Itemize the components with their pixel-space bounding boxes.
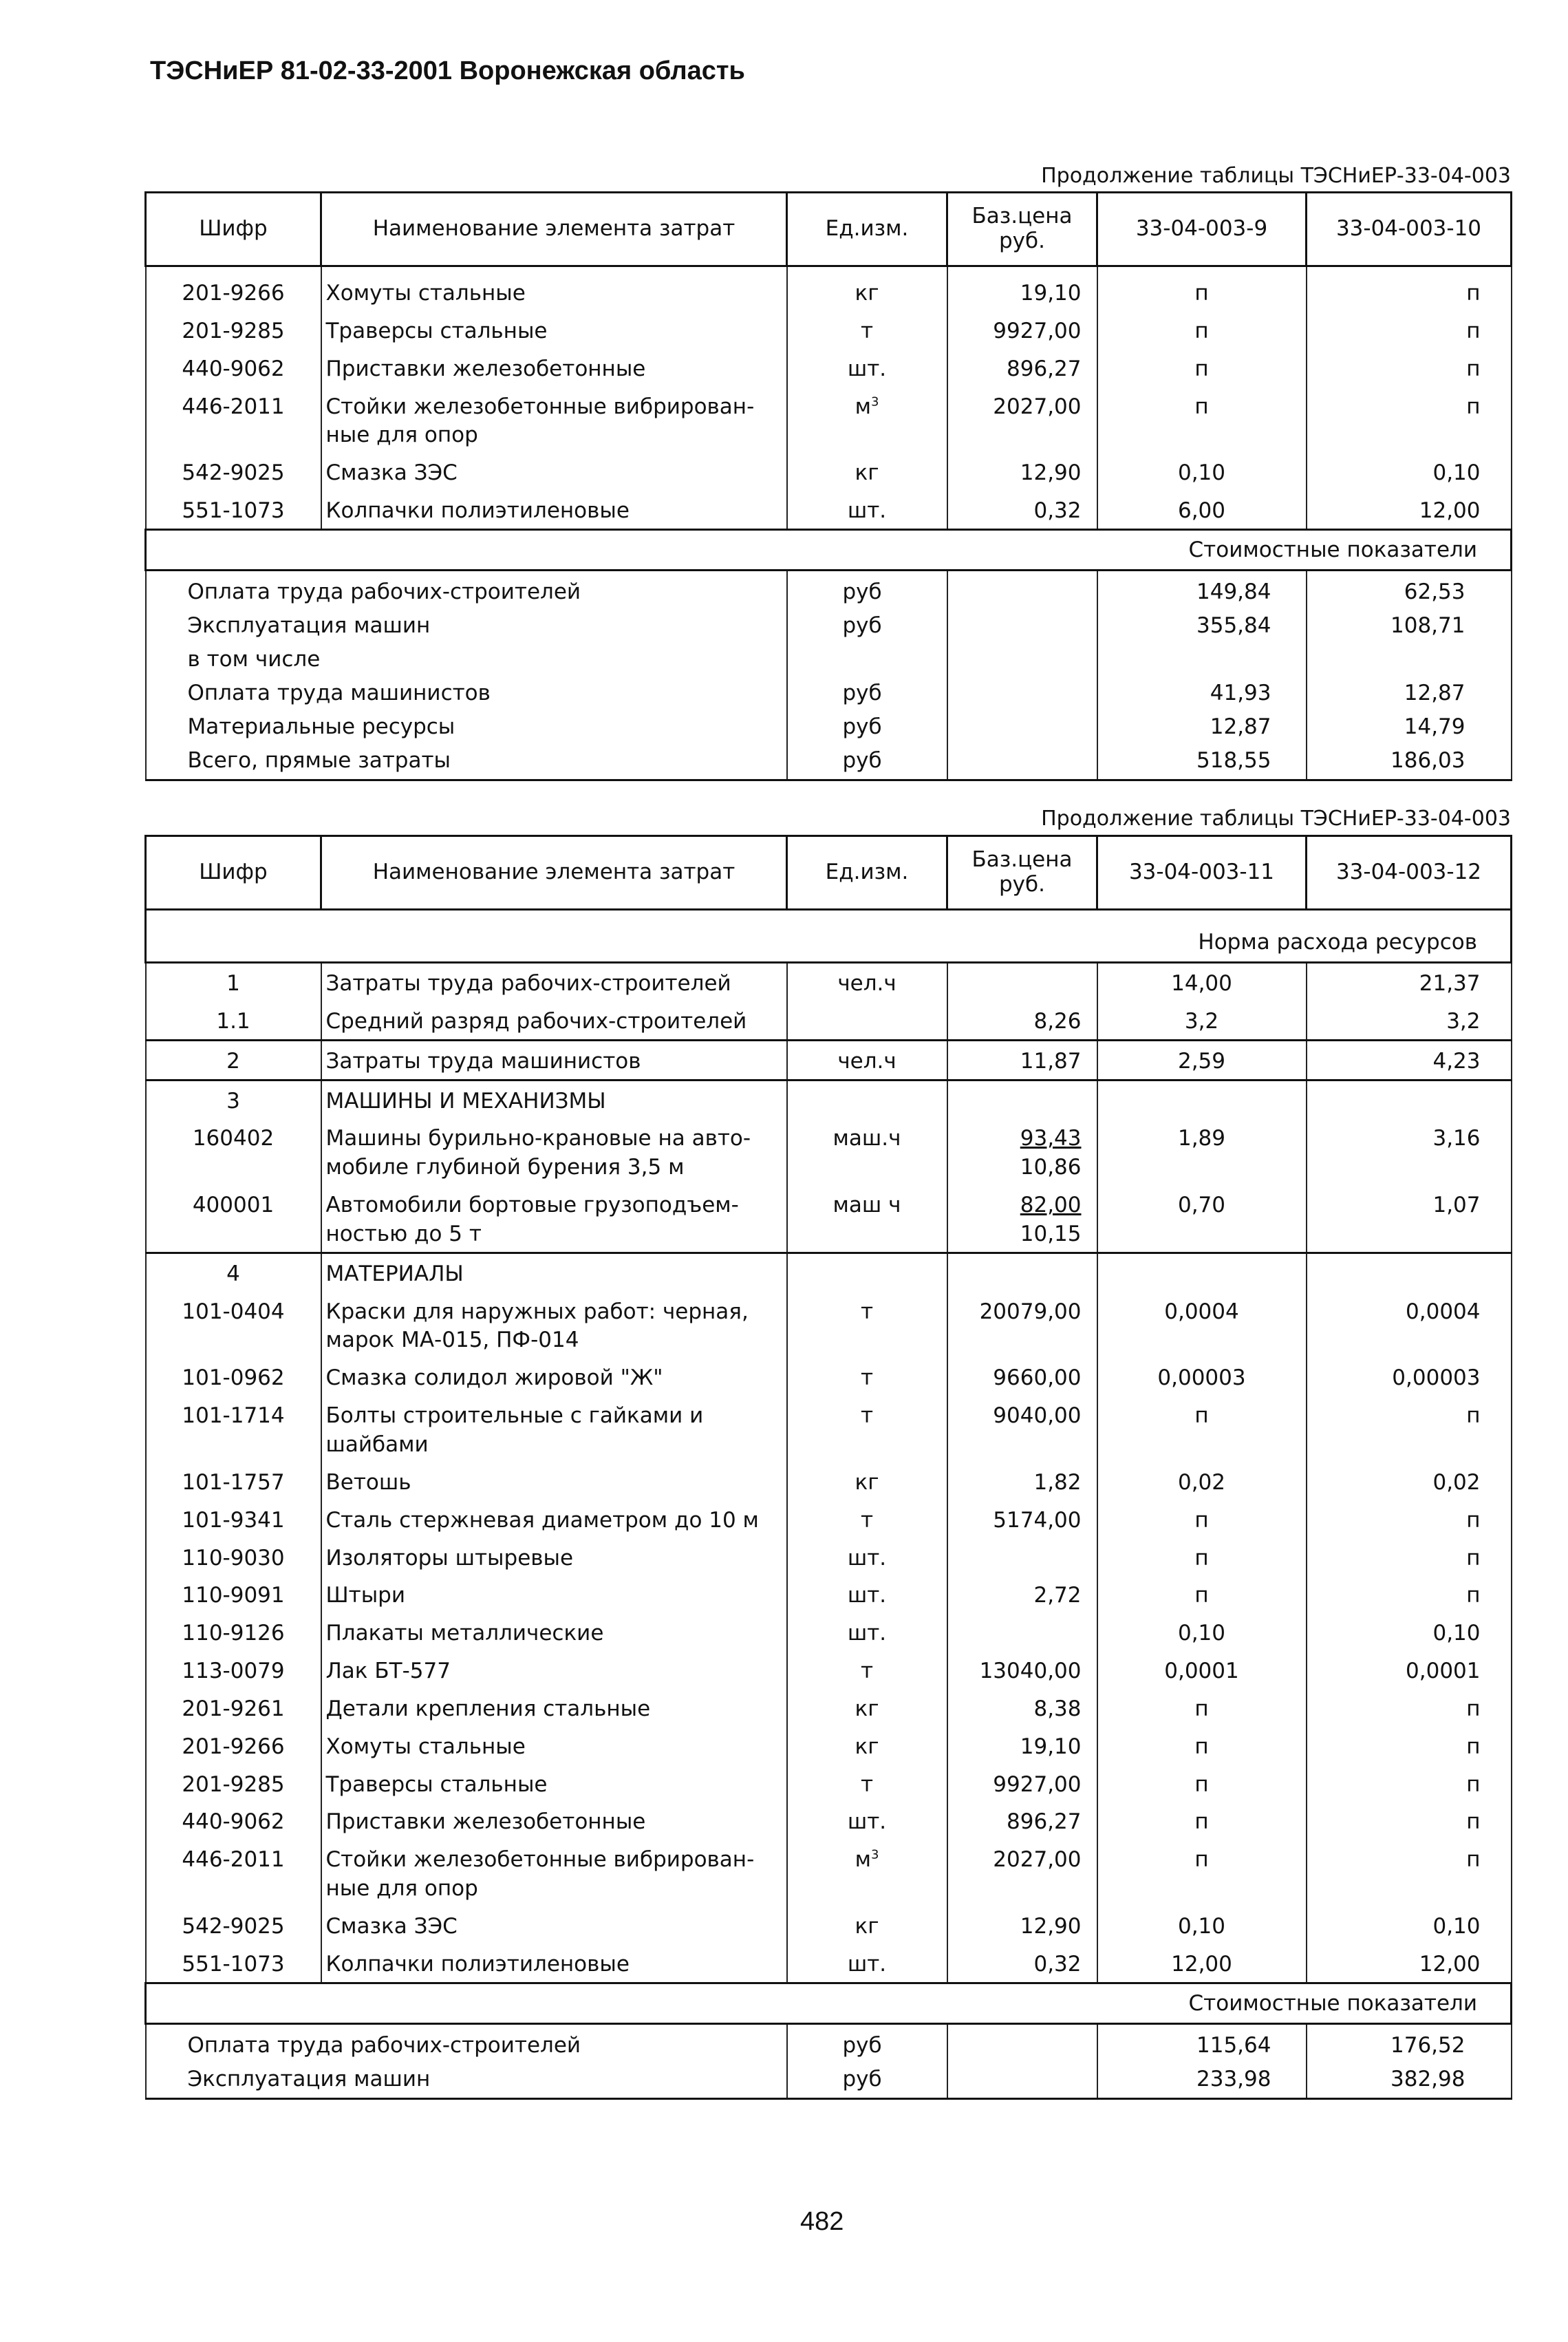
cell-name: Затраты труда рабочих-строителей: [321, 963, 787, 1001]
cell-code: 201-9285: [146, 311, 321, 349]
cell-rate-a: п: [1097, 1689, 1307, 1727]
cell-rate-b: 21,37: [1307, 963, 1512, 1001]
cell-rate-b: п: [1307, 1396, 1512, 1462]
cell-code: 1.1: [146, 1001, 321, 1040]
cell-name: Плакаты металлические: [321, 1613, 787, 1651]
cell-code: 551-1073: [146, 1944, 321, 1983]
cell-rate-b: п: [1307, 349, 1512, 387]
cell-unit: т: [787, 1500, 947, 1538]
cell-name: Сталь стержневая диаметром до 10 м: [321, 1500, 787, 1538]
cell-name: Приставки железобетонные: [321, 349, 787, 387]
cell-unit: $м^3$: [787, 1840, 947, 1906]
table-row: [146, 1358, 1512, 1396]
cell-rate-a: 12,00: [1097, 1944, 1307, 1983]
cell-price: 19,10: [947, 1727, 1097, 1765]
cell-rate-b: 12,00: [1307, 491, 1512, 529]
cell-price: 0,32: [947, 491, 1097, 529]
cell-name: Ветошь: [321, 1462, 787, 1500]
cell-rate-b: 12,00: [1307, 1944, 1512, 1983]
cell-unit: [787, 1080, 947, 1118]
cell-rate-a: 2,59: [1097, 1040, 1307, 1080]
cost-unit: руб: [787, 609, 947, 643]
cell-name: Болты строительные с гайками и шайбами: [321, 1396, 787, 1462]
cell-rate-b: 4,23: [1307, 1040, 1512, 1080]
cell-unit: т: [787, 1651, 947, 1689]
cell-unit: шт.: [787, 1575, 947, 1613]
norm-band: [146, 910, 1512, 963]
cell-unit: кг: [787, 1689, 947, 1727]
cell-name: Смазка ЗЭС: [321, 1906, 787, 1944]
cell-name: Средний разряд рабочих-строителей: [321, 1001, 787, 1040]
cell-price: 1,82: [947, 1462, 1097, 1500]
table-row: [146, 1765, 1512, 1802]
cost-name: Эксплуатация машин: [146, 609, 787, 643]
cell-name: Смазка солидол жировой "Ж": [321, 1358, 787, 1396]
cell-price: [947, 1080, 1097, 1118]
cell-code: 440-9062: [146, 349, 321, 387]
header-rate-b: 33-04-003-12: [1307, 836, 1512, 910]
cell-name: Автомобили бортовые грузоподъем- ностью до 5 т: [321, 1185, 787, 1253]
cell-unit: [787, 1001, 947, 1040]
header-rate-a: 33-04-003-9: [1097, 193, 1307, 266]
table-row: [146, 1840, 1512, 1906]
cell-rate-a: 0,10: [1097, 453, 1307, 491]
header-code: Шифр: [146, 836, 321, 910]
cell-rate-b: п: [1307, 1840, 1512, 1906]
cost-indicators-label: Стоимостные показатели: [146, 529, 1512, 570]
cell-rate-a: п: [1097, 266, 1307, 311]
cell-unit: маш ч: [787, 1185, 947, 1253]
table-row: [146, 1396, 1512, 1462]
table-header-row: [146, 193, 1512, 266]
cost-value-b: 382,98: [1307, 2063, 1512, 2098]
cost-unit: [787, 643, 947, 677]
cost-name: Всего, прямые затраты: [146, 744, 787, 780]
cell-rate-b: 0,0004: [1307, 1292, 1512, 1359]
cell-code: 542-9025: [146, 1906, 321, 1944]
cell-code: 101-0962: [146, 1358, 321, 1396]
cell-rate-a: 6,00: [1097, 491, 1307, 529]
cell-code: 110-9091: [146, 1575, 321, 1613]
cell-name: Траверсы стальные: [321, 311, 787, 349]
cell-rate-a: 0,0004: [1097, 1292, 1307, 1359]
table-continuation-caption: Продолжение таблицы ТЭСНиЕР-33-04-003: [1041, 164, 1511, 188]
cost-value-b: 186,03: [1307, 744, 1512, 780]
cell-rate-b: п: [1307, 1727, 1512, 1765]
cost-unit: руб: [787, 677, 947, 710]
section-heading-row: [146, 1253, 1512, 1291]
header-rate-a: 33-04-003-11: [1097, 836, 1307, 910]
cost-value-a: 355,84: [1097, 609, 1307, 643]
cell-price: 2027,00: [947, 387, 1097, 454]
cell-price: [947, 1253, 1097, 1291]
cell-rate-b: 0,10: [1307, 1906, 1512, 1944]
cost-name: Оплата труда машинистов: [146, 677, 787, 710]
cell-code: 446-2011: [146, 387, 321, 454]
cell-rate-b: 0,02: [1307, 1462, 1512, 1500]
cell-code: 113-0079: [146, 1651, 321, 1689]
cell-rate-a: п: [1097, 1538, 1307, 1576]
cell-rate-a: п: [1097, 1727, 1307, 1765]
cell-price: 20079,00: [947, 1292, 1097, 1359]
cell-code: 542-9025: [146, 453, 321, 491]
cell-unit: т: [787, 1765, 947, 1802]
cell-price: 8,26: [947, 1001, 1097, 1040]
cell-rate-a: 0,10: [1097, 1613, 1307, 1651]
cell-price: 2027,00: [947, 1840, 1097, 1906]
cost-value-a: 149,84: [1097, 570, 1307, 608]
header-unit: Ед.изм.: [787, 836, 947, 910]
cost-price: [947, 744, 1097, 780]
cell-code: 101-9341: [146, 1500, 321, 1538]
cell-price: 9927,00: [947, 1765, 1097, 1802]
cell-unit: шт.: [787, 1538, 947, 1576]
cell-code: 446-2011: [146, 1840, 321, 1906]
cell-rate-b: 3,2: [1307, 1001, 1512, 1040]
cell-code: 101-1714: [146, 1396, 321, 1462]
table-row: [146, 1462, 1512, 1500]
header-unit: Ед.изм.: [787, 193, 947, 266]
cell-rate-a: п: [1097, 1575, 1307, 1613]
table-row: [146, 1538, 1512, 1576]
cell-rate-a: [1097, 1253, 1307, 1291]
cost-value-a: 41,93: [1097, 677, 1307, 710]
cell-rate-a: п: [1097, 1500, 1307, 1538]
cost-price: [947, 2023, 1097, 2062]
cost-value-a: 233,98: [1097, 2063, 1307, 2098]
table-row: [146, 1802, 1512, 1840]
cell-rate-a: п: [1097, 387, 1307, 454]
cost-indicators-label: Стоимостные показатели: [146, 1983, 1512, 2023]
resource-table-1: [144, 191, 1512, 781]
cell-name: Колпачки полиэтиленовые: [321, 1944, 787, 1983]
cost-value-a: 12,87: [1097, 710, 1307, 744]
page-header: ТЭСНиЕР 81-02-33-2001 Воронежская область: [150, 56, 745, 85]
table-row: [146, 453, 1512, 491]
cell-code: 400001: [146, 1185, 321, 1253]
cell-unit: кг: [787, 453, 947, 491]
cell-code: 160402: [146, 1118, 321, 1185]
cell-code: 201-9285: [146, 1765, 321, 1802]
table-row: [146, 491, 1512, 529]
cell-price: 896,27: [947, 1802, 1097, 1840]
cell-unit: шт.: [787, 1802, 947, 1840]
table-row: [146, 1118, 1512, 1185]
cell-rate-b: [1307, 1253, 1512, 1291]
cell-unit: шт.: [787, 1944, 947, 1983]
cost-unit: руб: [787, 2023, 947, 2062]
cell-unit: т: [787, 311, 947, 349]
cost-indicators-band: [146, 1983, 1512, 2023]
table-row: [146, 963, 1512, 1001]
cost-price: [947, 710, 1097, 744]
cell-rate-a: 0,10: [1097, 1906, 1307, 1944]
cell-name: Штыри: [321, 1575, 787, 1613]
cell-rate-a: п: [1097, 1765, 1307, 1802]
cost-row: [146, 570, 1512, 608]
page-number: 482: [800, 2207, 844, 2236]
cost-row: [146, 2063, 1512, 2098]
cell-unit: маш.ч: [787, 1118, 947, 1185]
header-rate-b: 33-04-003-10: [1307, 193, 1512, 266]
table-row: [146, 1651, 1512, 1689]
table-row: [146, 387, 1512, 454]
cost-price: [947, 643, 1097, 677]
cost-row: [146, 744, 1512, 780]
cell-name: Детали крепления стальные: [321, 1689, 787, 1727]
cell-code: 201-9266: [146, 1727, 321, 1765]
header-code: Шифр: [146, 193, 321, 266]
cell-unit: $м^3$: [787, 387, 947, 454]
cell-unit: кг: [787, 266, 947, 311]
cell-name: Стойки железобетонные вибрирован- ные для опор: [321, 1840, 787, 1906]
cell-name: Затраты труда машинистов: [321, 1040, 787, 1080]
cost-row: [146, 710, 1512, 744]
cell-unit: [787, 1253, 947, 1291]
cost-name: в том числе: [146, 643, 787, 677]
cell-rate-a: 0,02: [1097, 1462, 1307, 1500]
cell-rate-a: п: [1097, 1396, 1307, 1462]
cell-code: 201-9266: [146, 266, 321, 311]
cell-price: 9660,00: [947, 1358, 1097, 1396]
cell-price: 12,90: [947, 1906, 1097, 1944]
cell-price: 8,38: [947, 1689, 1097, 1727]
cell-unit: шт.: [787, 349, 947, 387]
cell-price: 0,32: [947, 1944, 1097, 1983]
table-row: [146, 1500, 1512, 1538]
header-price: Баз.цена руб.: [947, 193, 1097, 266]
cost-row: [146, 643, 1512, 677]
section-number: 3: [146, 1080, 321, 1118]
cell-unit: т: [787, 1396, 947, 1462]
cost-price: [947, 570, 1097, 608]
cell-rate-a: 3,2: [1097, 1001, 1307, 1040]
cell-rate-b: 1,07: [1307, 1185, 1512, 1253]
cell-name: Колпачки полиэтиленовые: [321, 491, 787, 529]
cell-name: Краски для наружных работ: черная, марок МА-015, ПФ-014: [321, 1292, 787, 1359]
cell-name: Стойки железобетонные вибрирован- ные для опор: [321, 387, 787, 454]
cell-code: 110-9030: [146, 1538, 321, 1576]
table-row: [146, 1944, 1512, 1983]
cell-price: 12,90: [947, 453, 1097, 491]
cell-price: 9040,00: [947, 1396, 1097, 1462]
cell-code: 551-1073: [146, 491, 321, 529]
section-title: МАТЕРИАЛЫ: [321, 1253, 787, 1291]
cell-price: 11,87: [947, 1040, 1097, 1080]
cell-rate-a: п: [1097, 349, 1307, 387]
cost-unit: руб: [787, 570, 947, 608]
cell-rate-b: п: [1307, 1500, 1512, 1538]
header-price: Баз.цена руб.: [947, 836, 1097, 910]
cost-indicators-band: [146, 529, 1512, 570]
cell-price: 19,10: [947, 266, 1097, 311]
cost-value-a: [1097, 643, 1307, 677]
cell-price: 9927,00: [947, 311, 1097, 349]
cell-rate-b: 0,10: [1307, 453, 1512, 491]
cost-price: [947, 677, 1097, 710]
table-row: [146, 311, 1512, 349]
cell-unit: шт.: [787, 491, 947, 529]
cell-rate-a: п: [1097, 1802, 1307, 1840]
cell-rate-a: [1097, 1080, 1307, 1118]
header-name: Наименование элемента затрат: [321, 836, 787, 910]
table-row: [146, 1185, 1512, 1253]
cost-unit: руб: [787, 2063, 947, 2098]
cell-unit: чел.ч: [787, 1040, 947, 1080]
cell-rate-a: 1,89: [1097, 1118, 1307, 1185]
cell-name: Хомуты стальные: [321, 266, 787, 311]
cell-code: 1: [146, 963, 321, 1001]
cell-rate-b: п: [1307, 1538, 1512, 1576]
cell-rate-b: 0,0001: [1307, 1651, 1512, 1689]
section-title: МАШИНЫ И МЕХАНИЗМЫ: [321, 1080, 787, 1118]
cost-row: [146, 609, 1512, 643]
cost-name: Эксплуатация машин: [146, 2063, 787, 2098]
cell-rate-a: п: [1097, 311, 1307, 349]
table-continuation-caption: Продолжение таблицы ТЭСНиЕР-33-04-003: [1041, 807, 1511, 831]
resource-table-2: [144, 835, 1512, 2100]
cell-rate-a: 0,70: [1097, 1185, 1307, 1253]
cell-unit: чел.ч: [787, 963, 947, 1001]
cost-value-a: 115,64: [1097, 2023, 1307, 2062]
cell-price: 13040,00: [947, 1651, 1097, 1689]
cost-price: [947, 609, 1097, 643]
cell-rate-b: [1307, 1080, 1512, 1118]
cell-unit: т: [787, 1358, 947, 1396]
cell-rate-b: п: [1307, 1765, 1512, 1802]
cell-code: 2: [146, 1040, 321, 1080]
cost-value-b: [1307, 643, 1512, 677]
header-name: Наименование элемента затрат: [321, 193, 787, 266]
cell-code: 101-0404: [146, 1292, 321, 1359]
cell-rate-b: 3,16: [1307, 1118, 1512, 1185]
cell-name: Траверсы стальные: [321, 1765, 787, 1802]
cell-rate-a: 14,00: [1097, 963, 1307, 1001]
cost-name: Оплата труда рабочих-строителей: [146, 570, 787, 608]
table-row: [146, 1727, 1512, 1765]
table-row: [146, 1613, 1512, 1651]
cell-price: 2,72: [947, 1575, 1097, 1613]
cell-unit: кг: [787, 1462, 947, 1500]
cell-name: Приставки железобетонные: [321, 1802, 787, 1840]
cell-rate-a: 0,0001: [1097, 1651, 1307, 1689]
cell-name: Изоляторы штыревые: [321, 1538, 787, 1576]
cost-value-b: 176,52: [1307, 2023, 1512, 2062]
cell-price: [947, 1538, 1097, 1576]
cost-name: Материальные ресурсы: [146, 710, 787, 744]
cell-unit: т: [787, 1292, 947, 1359]
cell-rate-b: 0,00003: [1307, 1358, 1512, 1396]
cell-price: [947, 963, 1097, 1001]
cell-unit: кг: [787, 1727, 947, 1765]
cell-rate-b: п: [1307, 1689, 1512, 1727]
cell-price: 896,27: [947, 349, 1097, 387]
cell-code: 110-9126: [146, 1613, 321, 1651]
table-row: [146, 1689, 1512, 1727]
cell-name: Смазка ЗЭС: [321, 453, 787, 491]
cell-unit: кг: [787, 1906, 947, 1944]
table-row: [146, 1292, 1512, 1359]
cell-price: [947, 1613, 1097, 1651]
cost-price: [947, 2063, 1097, 2098]
cell-rate-b: п: [1307, 266, 1512, 311]
cost-value-b: 62,53: [1307, 570, 1512, 608]
cost-value-b: 12,87: [1307, 677, 1512, 710]
norm-label: Норма расхода ресурсов: [146, 910, 1512, 963]
cell-rate-b: п: [1307, 1802, 1512, 1840]
cell-code: 440-9062: [146, 1802, 321, 1840]
cost-value-b: 14,79: [1307, 710, 1512, 744]
table-row: [146, 266, 1512, 311]
cell-price: 5174,00: [947, 1500, 1097, 1538]
cost-unit: руб: [787, 710, 947, 744]
cell-rate-b: п: [1307, 311, 1512, 349]
table-row: [146, 1040, 1512, 1080]
cell-name: Хомуты стальные: [321, 1727, 787, 1765]
table-row: [146, 1001, 1512, 1040]
cell-price: 82,00 10,15: [947, 1185, 1097, 1253]
cell-rate-b: 0,10: [1307, 1613, 1512, 1651]
table-row: [146, 1575, 1512, 1613]
table-row: [146, 349, 1512, 387]
cell-rate-a: п: [1097, 1840, 1307, 1906]
cell-code: 101-1757: [146, 1462, 321, 1500]
table-header-row: [146, 836, 1512, 910]
cost-row: [146, 677, 1512, 710]
cell-rate-b: п: [1307, 387, 1512, 454]
cost-name: Оплата труда рабочих-строителей: [146, 2023, 787, 2062]
cell-name: Лак БТ-577: [321, 1651, 787, 1689]
section-heading-row: [146, 1080, 1512, 1118]
cost-value-a: 518,55: [1097, 744, 1307, 780]
table-row: [146, 1906, 1512, 1944]
cell-unit: шт.: [787, 1613, 947, 1651]
cell-code: 201-9261: [146, 1689, 321, 1727]
cell-name: Машины бурильно-крановые на авто- мобиле глубиной бурения 3,5 м: [321, 1118, 787, 1185]
cell-rate-a: 0,00003: [1097, 1358, 1307, 1396]
cell-price: 93,43 10,86: [947, 1118, 1097, 1185]
cost-unit: руб: [787, 744, 947, 780]
cost-value-b: 108,71: [1307, 609, 1512, 643]
cell-rate-b: п: [1307, 1575, 1512, 1613]
cost-row: [146, 2023, 1512, 2062]
section-number: 4: [146, 1253, 321, 1291]
